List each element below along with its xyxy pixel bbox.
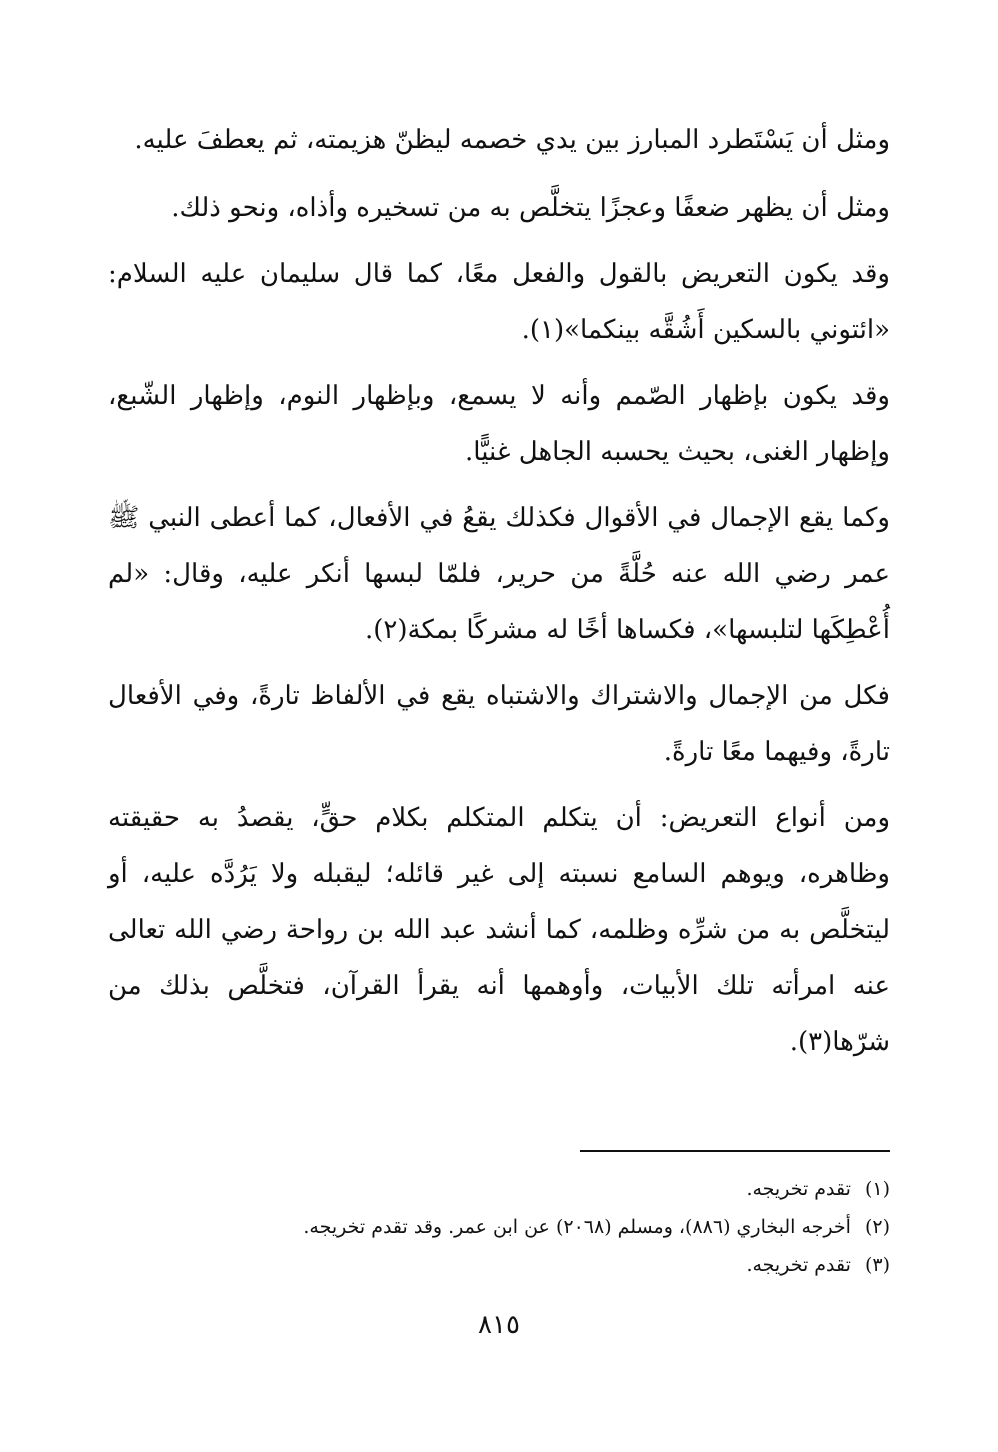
footnote-number: (٣) [864,1254,890,1276]
paragraph-5: وكما يقع الإجمال في الأقوال فكذلك يقعُ في الأفعال، كما أعطى النبي ﷺ عمر رضي الله عنه حُلَّةً من حرير، فلمّا لبسها أنكر عليه، وقال: «لم أُعْطِكَها لتلبسها»، فكساها أخًا له مشركًا بمكة(٢). [108,503,890,645]
paragraph-4: وقد يكون بإظهار الصّمم وأنه لا يسمع، وبإظهار النوم، وإظهار الشّبع، وإظهار الغنى، بحيث يحسبه الجاهل غنيًّا. [108,381,890,467]
footnote-2 [108,1208,890,1246]
footnote-number: (٢) [864,1216,890,1238]
footnote-3 [108,1246,890,1284]
footnote-text: تقدم تخريجه. [746,1254,851,1276]
footnote-text: تقدم تخريجه. [746,1178,851,1200]
footnote-number: (١) [864,1178,890,1200]
footnote-divider [580,1150,890,1152]
paragraph-3: وقد يكون التعريض بالقول والفعل معًا، كما قال سليمان عليه السلام: «ائتوني بالسكين أَشُقَّه بينكما»(١). [108,259,890,345]
footnotes [108,1170,890,1284]
page-number: ٨١٥ [478,1310,520,1340]
paragraph-6: فكل من الإجمال والاشتراك والاشتباه يقع في الألفاظ تارةً، وفي الأفعال تارةً، وفيهما معًا تارةً. [108,681,890,767]
page-body [108,112,890,1080]
footnote-text: أخرجه البخاري (٨٨٦)، ومسلم (٢٠٦٨) عن ابن عمر. وقد تقدم تخريجه. [303,1216,851,1238]
paragraph-2: ومثل أن يظهر ضعفًا وعجزًا يتخلَّص به من تسخيره وأذاه، ونحو ذلك. [171,193,890,223]
paragraph-7: ومن أنواع التعريض: أن يتكلم المتكلم بكلام حقٍّ، يقصدُ به حقيقته وظاهره، ويوهم السامع نسبته إلى غير قائله؛ ليقبله ولا يَرُدَّه عليه، أو ليتخلَّص به من شرِّه وظلمه، كما أنشد عبد الله بن رواحة رضي الله تعالى عنه امرأته تلك الأبيات، وأوهمها أنه يقرأ القرآن، فتخلَّص بذلك من شرّها(٣). [108,803,890,1057]
footnote-1 [108,1170,890,1208]
paragraph-1: ومثل أن يَسْتَطرد المبارز بين يدي خصمه ليظنّ هزيمته، ثم يعطفَ عليه. [134,125,890,155]
